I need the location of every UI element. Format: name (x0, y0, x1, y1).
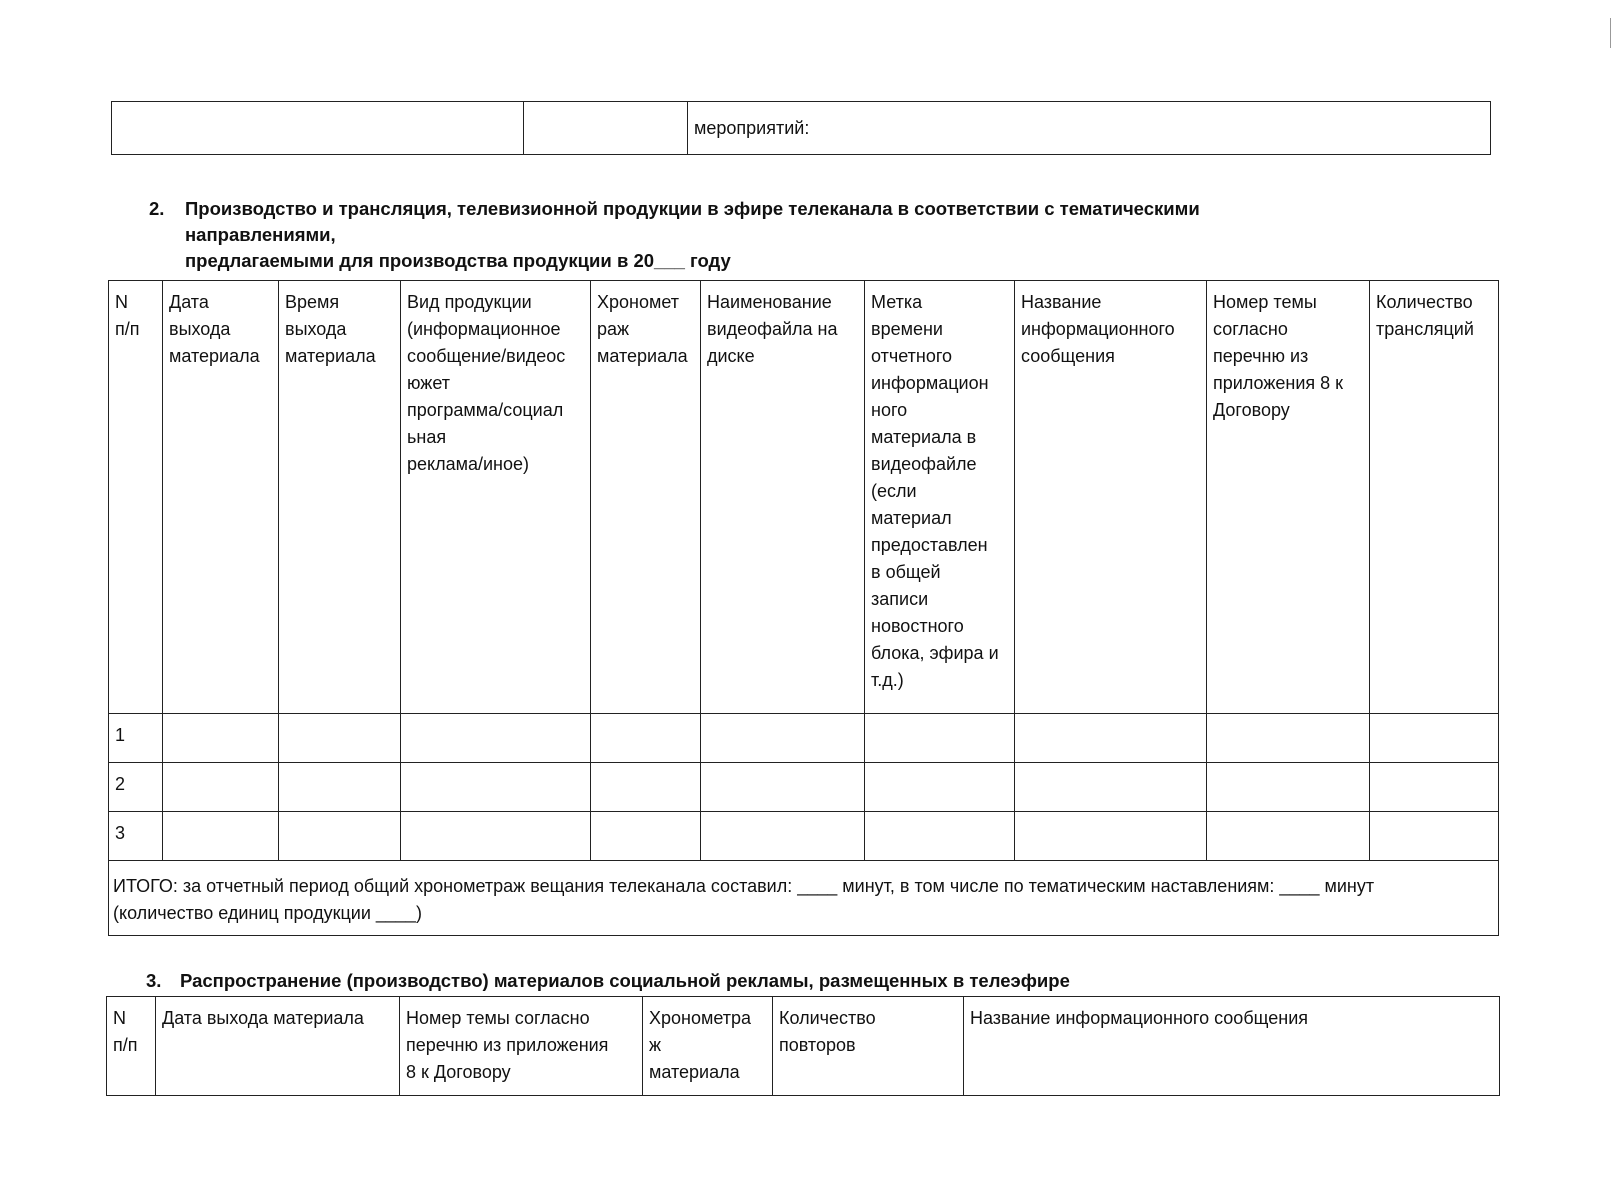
table-cell (701, 714, 865, 763)
table-cell (701, 812, 865, 861)
header-cell-repeat-count: Количество повторов (773, 997, 964, 1096)
header-cell-topic-number: Номер темы согласно перечню из приложения 8 к Договору (400, 997, 643, 1096)
section-3-heading (146, 968, 1346, 996)
header-cell-broadcast-count: Количество трансляций (1370, 281, 1499, 714)
table-cell (591, 714, 701, 763)
section-3-number: 3. (146, 970, 162, 991)
header-cell-video-file-name: Наименование видеофайла на диске (701, 281, 865, 714)
table-cell (865, 812, 1015, 861)
total-row (109, 861, 1499, 936)
table-cell (591, 812, 701, 861)
header-cell-message-title: Название информационного сообщения (964, 997, 1500, 1096)
header-cell-number: N п/п (107, 997, 156, 1096)
table-cell (279, 714, 401, 763)
header-cell-topic-number: Номер темы согласно перечню из приложения 8 к Договору (1207, 281, 1370, 714)
section-2-number: 2. (149, 198, 165, 219)
table-cell (401, 714, 591, 763)
header-cell-release-date: Дата выхода материала (156, 997, 400, 1096)
table-row (112, 102, 1491, 155)
events-label: мероприятий: (694, 117, 810, 138)
header-cell-number: N п/п (109, 281, 163, 714)
header-cell-time-mark: Метка времени отчетного информацион ного материала в видеофайле (если материал предоставлен в общей записи новостного блока, эфира и т.д.) (865, 281, 1015, 714)
table-cell (163, 763, 279, 812)
table-cell (1207, 812, 1370, 861)
social-ads-table (106, 996, 1500, 1096)
header-cell-message-title: Название информационного сообщения (1015, 281, 1207, 714)
table-cell (865, 714, 1015, 763)
table-cell (1015, 812, 1207, 861)
total-line-1: ИТОГО: за отчетный период общий хронометраж вещания телеканала составил: ____ минут, в том числе по тематическим наставлениям: ____ минут (113, 876, 1375, 896)
table-header-row (109, 281, 1499, 714)
top-table-fragment (111, 101, 1491, 155)
header-cell-duration: Хрономет раж материала (591, 281, 701, 714)
header-cell-release-time: Время выхода материала (279, 281, 401, 714)
table-cell (279, 763, 401, 812)
table-cell (401, 812, 591, 861)
table-header-row (107, 997, 1500, 1096)
table-cell (1370, 714, 1499, 763)
section-2-title-line1: Производство и трансляция, телевизионной продукции в эфире телеканала в соответствии с тематическими направлениями, (185, 198, 1200, 245)
header-cell-release-date: Дата выхода материала (163, 281, 279, 714)
table-cell (688, 102, 1491, 155)
table-row (109, 714, 1499, 763)
section-2-title-line2: предлагаемыми для производства продукции в 20___ году (185, 250, 731, 271)
section-2-title (185, 196, 1345, 274)
table-cell (701, 763, 865, 812)
table-row (109, 763, 1499, 812)
table-cell (591, 763, 701, 812)
broadcast-table (108, 280, 1499, 936)
header-cell-duration: Хронометра ж материала (643, 997, 773, 1096)
table-cell (112, 102, 524, 155)
table-cell (279, 812, 401, 861)
table-cell (1370, 763, 1499, 812)
table-cell (1207, 763, 1370, 812)
table-cell (1015, 714, 1207, 763)
table-cell (163, 714, 279, 763)
table-cell (1015, 763, 1207, 812)
row-number-cell: 3 (109, 812, 163, 861)
row-number-cell: 1 (109, 714, 163, 763)
table-cell (865, 763, 1015, 812)
total-cell (109, 861, 1499, 936)
table-cell (401, 763, 591, 812)
section-2-heading (149, 196, 1399, 271)
table-cell (1207, 714, 1370, 763)
table-cell (1370, 812, 1499, 861)
total-line-2: (количество единиц продукции ____) (113, 903, 422, 923)
table-row (109, 812, 1499, 861)
table-cell (524, 102, 688, 155)
section-3-title: Распространение (производство) материалов социальной рекламы, размещенных в телеэфире (180, 970, 1070, 991)
header-cell-product-type: Вид продукции (информационное сообщение/видеос южет программа/социал ьная реклама/иное) (401, 281, 591, 714)
row-number-cell: 2 (109, 763, 163, 812)
table-cell (163, 812, 279, 861)
scan-edge-mark (1610, 18, 1611, 48)
